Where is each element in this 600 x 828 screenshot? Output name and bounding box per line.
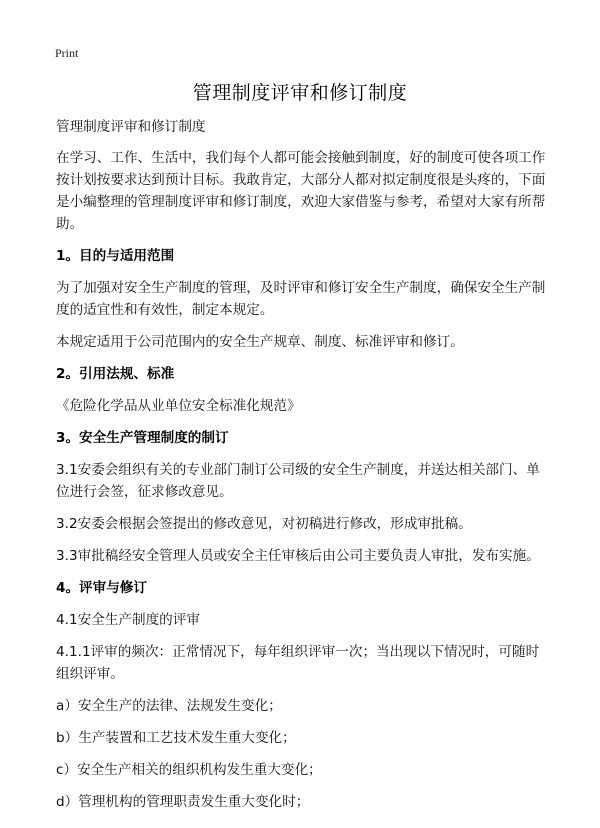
intro-paragraph: 在学习、工作、生活中，我们每个人都可能会接触到制度，好的制度可使各项工作按计划按要求达到预计目标。我敢肯定，大部分人都对拟定制度很是头疼的，下面是小编整理的管理制度评审和修订制度，欢迎大家借鉴与参考，希望对大家有所帮助。 bbox=[56, 150, 546, 232]
print-label: Print bbox=[55, 46, 79, 60]
section-heading-1: 1。目的与适用范围 bbox=[56, 248, 175, 264]
section-4-paragraph-1: 4.1安全生产制度的评审 bbox=[56, 612, 200, 628]
section-2-paragraph-1: 《危险化学品从业单位安全标准化规范》 bbox=[56, 398, 301, 414]
list-item-b: b）生产装置和工艺技术发生重大变化； bbox=[56, 730, 296, 746]
section-3-paragraph-1: 3.1安委会组织有关的专业部门制订公司级的安全生产制度，并送达相关部门、单位进行会签，征求修改意见。 bbox=[56, 462, 540, 500]
section-3-paragraph-2: 3.2安委会根据会签提出的修改意见，对初稿进行修改，形成审批稿。 bbox=[56, 516, 472, 532]
document-title: 管理制度评审和修订制度 bbox=[192, 82, 408, 104]
section-heading-4: 4。评审与修订 bbox=[56, 580, 148, 596]
document-body bbox=[56, 116, 550, 823]
section-1-paragraph-1: 为了加强对安全生产制度的管理，及时评审和修订安全生产制度，确保安全生产制度的适宜性和有效性，制定本规定。 bbox=[56, 280, 546, 318]
list-item-c: c）安全生产相关的组织机构发生重大变化； bbox=[56, 762, 322, 778]
section-3-paragraph-3: 3.3审批稿经安全管理人员或安全主任审核后由公司主要负责人审批，发布实施。 bbox=[56, 548, 540, 564]
subtitle: 管理制度评审和修订制度 bbox=[56, 119, 206, 135]
section-1-paragraph-2: 本规定适用于公司范围内的安全生产规章、制度、标准评审和修订。 bbox=[56, 334, 464, 350]
section-heading-3: 3。安全生产管理制度的制订 bbox=[56, 430, 229, 446]
list-item-a: a）安全生产的法律、法规发生变化； bbox=[56, 698, 282, 714]
section-heading-2: 2。引用法规、标准 bbox=[56, 366, 175, 382]
section-4-paragraph-2: 4.1.1评审的频次：正常情况下，每年组织评审一次；当出现以下情况时，可随时组织评审。 bbox=[56, 644, 540, 682]
list-item-d: d）管理机构的管理职责发生重大变化时； bbox=[56, 794, 310, 810]
